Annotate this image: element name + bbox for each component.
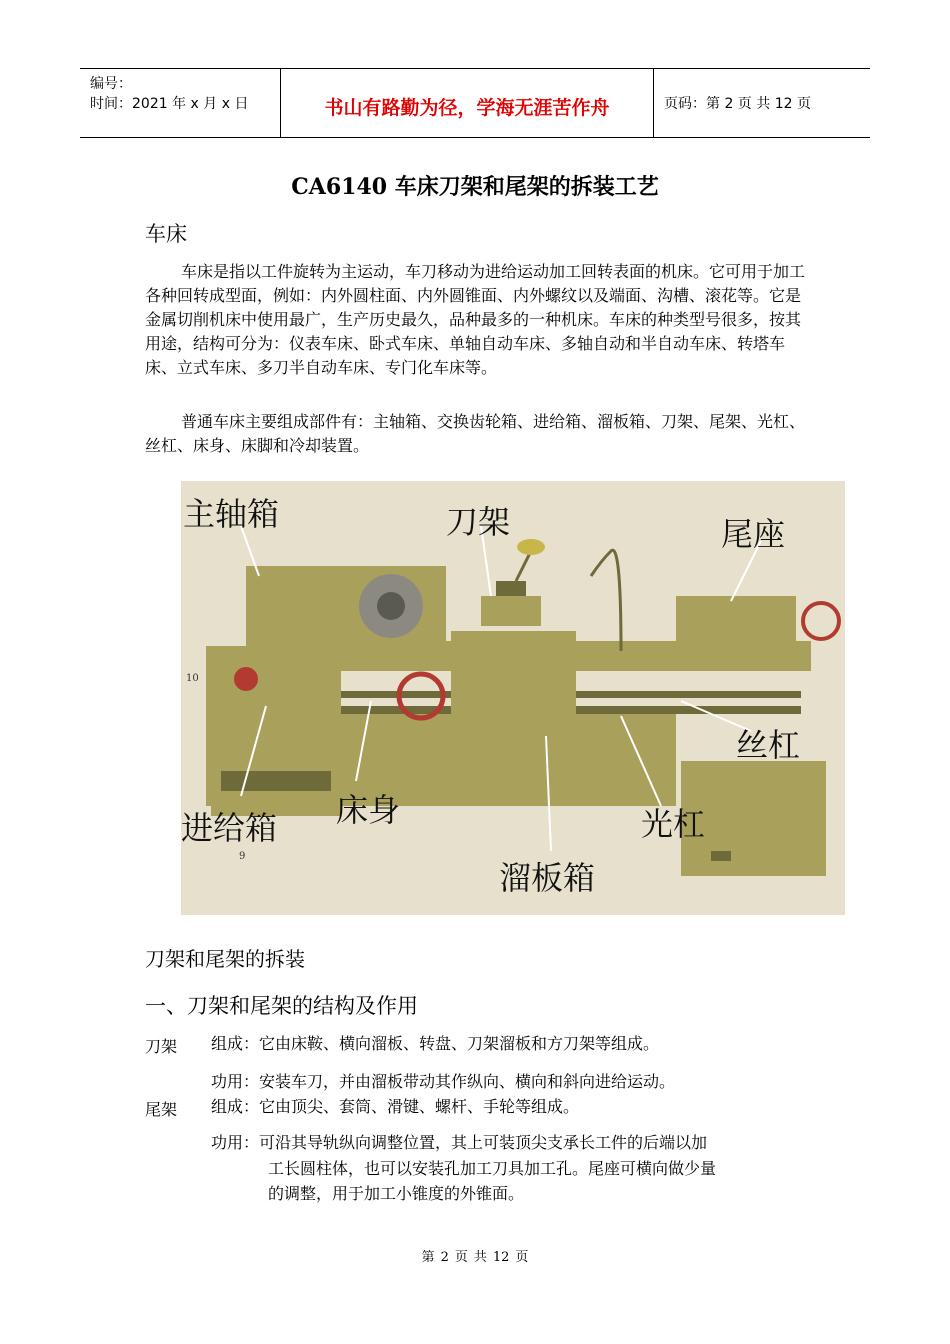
date-label: 时间：2021 年 x 月 x 日 [90,96,249,112]
motto-text: 书山有路勤为径，学海无涯苦作舟 [324,97,610,119]
lathe-tailstock [676,596,796,641]
section-heading-lathe: 车床 [145,222,187,246]
tailstock-label: 尾架 [145,1100,178,1119]
tailstock-function-line3: 的调整，用于加工小锥度的外锥面。 [268,1184,525,1203]
label-tool-post: 刀架 [446,503,511,541]
label-headstock: 主轴箱 [183,495,280,533]
paragraph-lathe-intro [145,260,810,380]
footer-page-num: 2 [440,1250,449,1265]
label-apron: 溜板箱 [499,859,596,897]
header-page-cell [654,69,870,137]
callout-number-left: 10 [186,673,199,684]
lathe-illustration [181,481,845,915]
tool-post-label: 刀架 [145,1037,178,1056]
feed-box-dial [234,667,258,691]
page-footer [0,1246,950,1265]
label-feed-box: 进给箱 [181,809,278,847]
tailstock-composition: 组成：它由顶尖、套筒、滑键、螺杆、手轮等组成。 [211,1097,580,1116]
footer-page-word: 第 [421,1250,435,1265]
footer-total-num: 12 [492,1250,510,1265]
tool-post-composition: 组成：它由床鞍、横向溜板、转盘、刀架溜板和方刀架等组成。 [211,1034,660,1053]
label-bed: 床身 [336,791,401,829]
lamp-head [517,539,545,555]
lathe-foot-slot [711,851,731,861]
lathe-tool-post-top [496,581,526,596]
section-heading-disassembly: 刀架和尾架的拆装 [145,947,305,971]
footer-total-word: 共 [473,1250,487,1265]
lathe-apron [451,631,576,736]
lathe-tool-post [481,596,541,626]
paragraph-text: 车床是指以工件旋转为主运动，车刀移动为进给运动加工回转表面的机床。它可用于加工各种回转成型面，例如：内外圆柱面、内外圆锥面、内外螺纹以及端面、沟槽、滚花等。它是金属切削机床中使用最广，生产历史最久，品种最多的一种机床。车床的种类型号很多，按其用途，结构可分为：仪表车床、卧式车床、单轴自动车床、多轴自动和半自动车床、转塔车床、立式车床、多刀半自动车床、专门化车床等。 [145,262,806,377]
document-title: CA6140 车床刀架和尾架的拆装工艺 [291,174,659,200]
lathe-chuck-center [377,592,405,620]
tailstock-function-line2: 工长圆柱体，也可以安装孔加工刀具加工孔。尾座可横向做少量 [268,1159,717,1178]
lathe-feed-box [206,646,341,721]
section-heading-structure: 一、刀架和尾架的结构及作用 [145,994,418,1018]
lathe-figure [181,481,845,915]
header-motto-cell [281,69,654,137]
header-meta-cell [80,69,281,137]
label-lead-screw: 丝杠 [736,726,801,764]
page-info: 页码：第 2 页 共 12 页 [664,96,811,112]
label-feed-rod: 光杠 [641,805,706,843]
paragraph-lathe-parts [145,410,810,458]
footer-page-unit: 页 [454,1250,468,1265]
document-header [80,68,870,138]
callout-number-bottom: 9 [239,851,246,862]
lathe-chip-tray [221,771,331,791]
label-tailstock: 尾座 [721,515,786,553]
number-label: 编号： [90,76,132,92]
footer-total-unit: 页 [515,1250,529,1265]
tool-post-function: 功用：安装车刀，并由溜板带动其作纵向、横向和斜向进给运动。 [211,1072,676,1091]
paragraph-text: 普通车床主要组成部件有：主轴箱、交换齿轮箱、进给箱、溜板箱、刀架、尾架、光杠、丝杠、床身、床脚和冷却装置。 [145,412,806,455]
tailstock-function-line1: 功用：可沿其导轨纵向调整位置，其上可装顶尖支承长工件的后端以加 [211,1133,708,1152]
